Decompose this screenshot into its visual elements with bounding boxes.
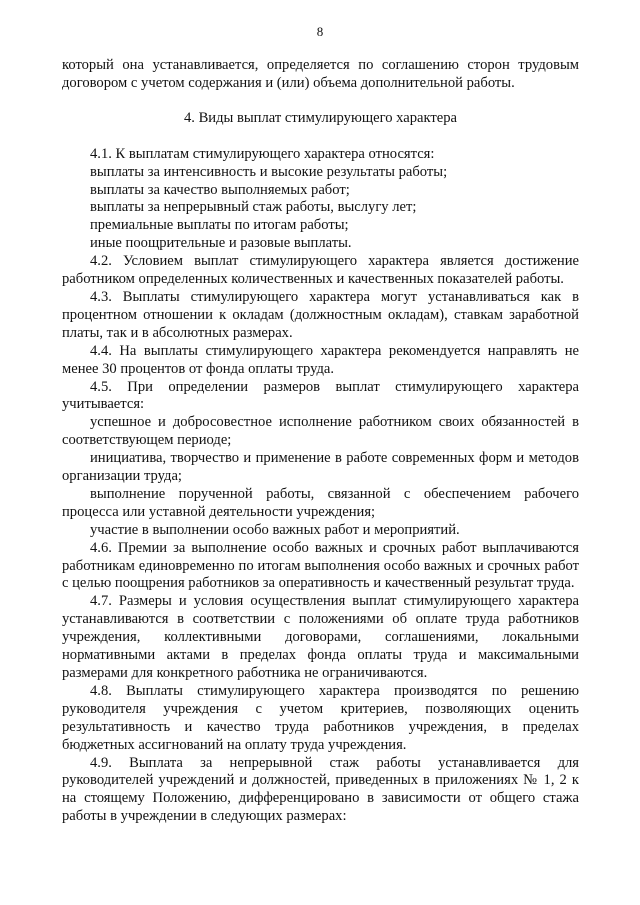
paragraph-4-8: 4.8. Выплаты стимулирующего характера производятся по решению руководителя учреждения с учетом критериев, позволяющих оценить результативность и качество труда работников учреждения, в пределах бюджетных ассигнований на оплату труда учреждения. xyxy=(62,682,579,753)
paragraph-4-7: 4.7. Размеры и условия осуществления выплат стимулирующего характера устанавливаются в соответствии с положениями об оплате труда работников учреждения, коллективными договорами, соглашениями, локальными нормативными актами в пределах фонда оплаты труда и максимальными размерами для конкретного работника не ограничиваются. xyxy=(62,593,579,681)
paragraph-4-3: 4.3. Выплаты стимулирующего характера могут устанавливаться как в процентном отношении к окладам (должностным окладам), ставкам заработной платы, так и в абсолютных размерах. xyxy=(62,288,579,341)
list-item-initiative: инициатива, творчество и применение в работе современных форм и методов организации труда; xyxy=(62,450,579,485)
document-body xyxy=(62,57,579,826)
paragraph-4-2: 4.2. Условием выплат стимулирующего характера является достижение работником определенных количественных и качественных показателей работы. xyxy=(62,253,579,288)
paragraph-4-4: 4.4. На выплаты стимулирующего характера рекомендуется направлять не менее 30 процентов от фонда оплаты труда. xyxy=(62,342,579,377)
paragraph-4-5: 4.5. При определении размеров выплат стимулирующего характера учитывается: xyxy=(62,378,579,413)
list-item-important-work: участие в выполнении особо важных работ и мероприятий. xyxy=(90,521,460,538)
paragraph-4-9: 4.9. Выплата за непрерывной стаж работы устанавливается для руководителей учреждений и должностей, приведенных в приложениях № 1, 2 к на стоящему Положению, дифференцировано в зависимости от общего стажа работы в учреждении в следующих размерах: xyxy=(62,754,579,825)
list-item-seniority: выплаты за непрерывный стаж работы, выслугу лет; xyxy=(90,199,417,216)
section-heading: 4. Виды выплат стимулирующего характера xyxy=(183,109,458,126)
list-item-other: иные поощрительные и разовые выплаты. xyxy=(90,235,352,252)
list-item-bonus: премиальные выплаты по итогам работы; xyxy=(90,217,349,234)
paragraph-4-1: 4.1. К выплатам стимулирующего характера относятся: xyxy=(90,145,435,162)
list-item-diligence: успешное и добросовестное исполнение работником своих обязанностей в соответствующем периоде; xyxy=(62,414,579,449)
continuation-paragraph: который она устанавливается, определяется по соглашению сторон трудовым договором с учетом содержания и (или) объема дополнительной работы. xyxy=(62,57,579,91)
list-item-intensity: выплаты за интенсивность и высокие результаты работы; xyxy=(90,163,448,180)
paragraph-4-6: 4.6. Премии за выполнение особо важных и срочных работ выплачиваются работникам единовременно по итогам выполнения особо важных и срочных работ с целью поощрения работников за оперативность и качественный результат труда. xyxy=(62,539,579,592)
list-item-quality: выплаты за качество выполняемых работ; xyxy=(90,181,350,198)
list-item-assigned-work: выполнение порученной работы, связанной с обеспечением рабочего процесса или уставной деятельности учреждения; xyxy=(62,485,579,520)
page-number: 8 xyxy=(316,24,324,39)
